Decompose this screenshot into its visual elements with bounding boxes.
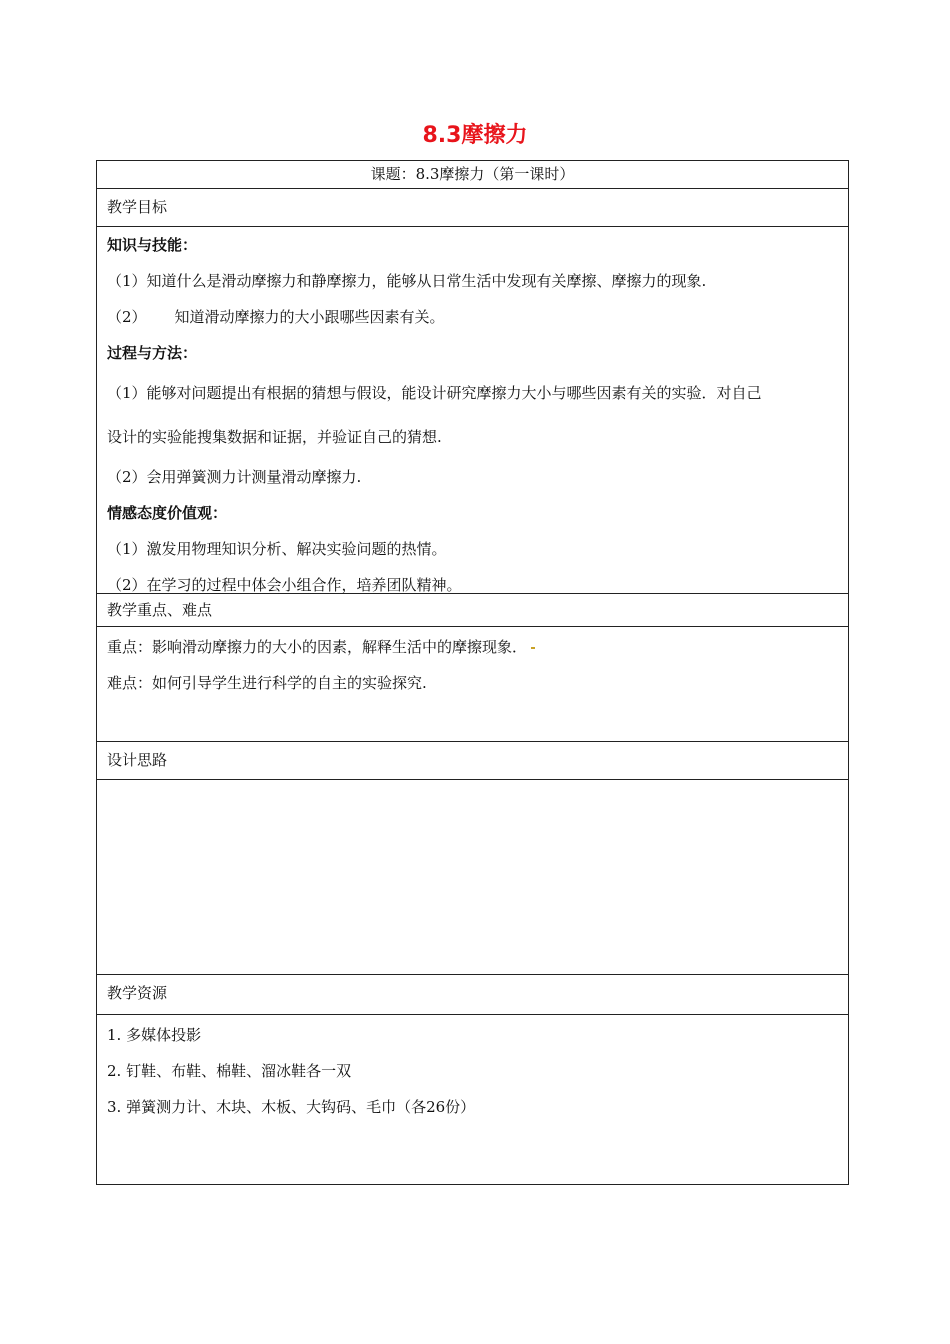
lesson-title-row bbox=[97, 161, 848, 188]
objectives-heading: 教学目标 bbox=[107, 198, 168, 216]
edit-mark bbox=[531, 647, 535, 649]
page-title: 8.3摩擦力 bbox=[422, 123, 528, 148]
resource-item: 1. 多媒体投影 bbox=[107, 1026, 202, 1044]
key-points-heading-row bbox=[97, 593, 848, 626]
process-item-2: （2）会用弹簧测力计测量滑动摩擦力. bbox=[107, 468, 362, 486]
resources-content-row bbox=[97, 1014, 848, 1184]
emotion-item-1: （1）激发用物理知识分析、解决实验问题的热情。 bbox=[107, 540, 447, 558]
lesson-title: 课题：8.3摩擦力（第一课时） bbox=[370, 165, 575, 183]
knowledge-item-1: （1）知道什么是滑动摩擦力和静摩擦力，能够从日常生活中发现有关摩擦、摩擦力的现象. bbox=[107, 272, 707, 290]
lesson-plan-table bbox=[96, 160, 849, 1185]
process-item-1-line-2: 设计的实验能搜集数据和证据，并验证自己的猜想. bbox=[107, 428, 442, 446]
emotion-heading: 情感态度价值观： bbox=[107, 504, 228, 522]
design-content-row bbox=[97, 779, 848, 974]
design-heading-row bbox=[97, 741, 848, 779]
resource-item: 2. 钉鞋、布鞋、棉鞋、溜冰鞋各一双 bbox=[107, 1062, 352, 1080]
knowledge-item-2: （2） 知道滑动摩擦力的大小跟哪些因素有关。 bbox=[107, 308, 445, 326]
process-heading: 过程与方法： bbox=[107, 344, 198, 362]
resources-heading-row bbox=[97, 974, 848, 1014]
objectives-content-row bbox=[97, 226, 848, 593]
resources-heading: 教学资源 bbox=[107, 984, 168, 1002]
emotion-item-2: （2）在学习的过程中体会小组合作，培养团队精神。 bbox=[107, 576, 462, 594]
resource-item: 3. 弹簧测力计、木块、木板、大钩码、毛巾（各26份） bbox=[107, 1098, 476, 1116]
key-points-heading: 教学重点、难点 bbox=[107, 601, 213, 619]
key-points-content-row bbox=[97, 626, 848, 741]
design-heading: 设计思路 bbox=[107, 751, 168, 769]
key-focus: 重点：影响滑动摩擦力的大小的因素，解释生活中的摩擦现象． bbox=[107, 629, 838, 665]
knowledge-heading: 知识与技能： bbox=[107, 236, 198, 254]
key-difficulty: 难点：如何引导学生进行科学的自主的实验探究. bbox=[107, 674, 427, 692]
process-item-1-line-1: （1）能够对问题提出有根据的猜想与假设，能设计研究摩擦力大小与哪些因素有关的实验．对自己 bbox=[107, 384, 762, 402]
objectives-heading-row bbox=[97, 188, 848, 226]
